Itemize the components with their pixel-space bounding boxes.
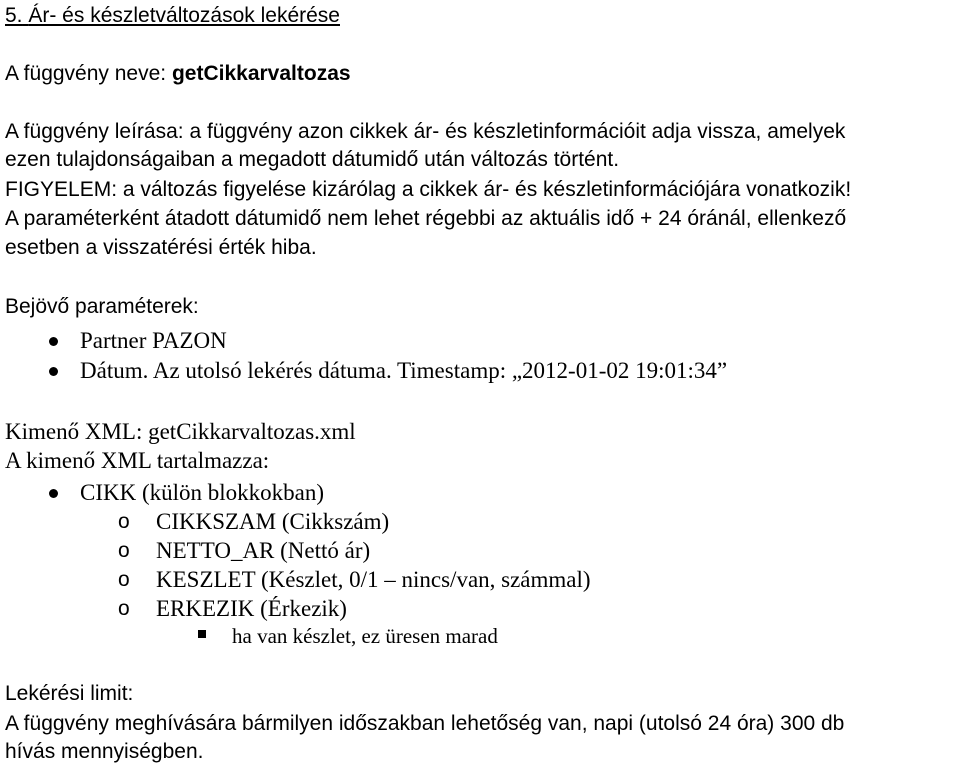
section-heading	[5, 2, 340, 30]
outgoing-xml-line: Kimenő XML: getCikkarvaltozas.xml	[5, 419, 356, 444]
sub-bullet-marker: o	[118, 597, 130, 620]
bullet-dot-icon	[49, 337, 58, 346]
incoming-param-item: Dátum. Az utolsó lekérés dátuma. Timestamp: „2012-01-02 19:01:34”	[80, 358, 728, 383]
square-bullet-icon	[198, 630, 206, 638]
function-name-value: getCikkarvaltozas	[171, 62, 351, 85]
outgoing-subitem: CIKKSZAM (Cikkszám)	[156, 509, 390, 534]
incoming-param-item: Partner PAZON	[80, 328, 227, 353]
sub-bullet-marker: o	[118, 510, 130, 533]
outgoing-contains-label: A kimenő XML tartalmazza:	[5, 448, 270, 473]
outgoing-subitem: ERKEZIK (Érkezik)	[156, 596, 347, 621]
bullet-dot-icon	[49, 489, 58, 498]
description-line-3: FIGYELEM: a változás figyelése kizárólag a cikkek ár- és készletinformációjára vonatkozik!	[5, 178, 852, 201]
function-name-label: A függvény neve:	[5, 62, 167, 85]
limit-label: Lekérési limit:	[5, 682, 134, 705]
outgoing-subitem: KESZLET (Készlet, 0/1 – nincs/van, számmal)	[156, 567, 591, 592]
incoming-params-label: Bejövő paraméterek:	[5, 295, 199, 318]
sub-bullet-marker: o	[118, 568, 130, 591]
section-title: Ár- és készletváltozások lekérése	[28, 4, 340, 27]
section-number: 5.	[5, 4, 23, 27]
outgoing-subitem: NETTO_AR (Nettó ár)	[156, 538, 371, 563]
sub-bullet-marker: o	[118, 539, 130, 562]
outgoing-subsubitem: ha van készlet, ez üresen marad	[232, 624, 498, 648]
limit-line-1: A függvény meghívására bármilyen időszakban lehetőség van, napi (utolsó 24 óra) 300 db	[5, 712, 845, 735]
description-line-2: ezen tulajdonságaiban a megadott dátumidő után változás történt.	[5, 148, 620, 171]
outgoing-item: CIKK (külön blokkokban)	[80, 480, 325, 505]
limit-line-2: hívás mennyiségben.	[5, 740, 204, 763]
bullet-dot-icon	[49, 367, 58, 376]
description-line-1: A függvény leírása: a függvény azon cikkek ár- és készletinformációit adja vissza, amelyek	[5, 120, 846, 143]
function-name-line	[5, 60, 351, 88]
description-line-4: A paraméterként átadott dátumidő nem lehet régebbi az aktuális idő + 24 óránál, ellenkező	[5, 207, 847, 230]
description-line-5: esetben a visszatérési érték hiba.	[5, 236, 317, 259]
